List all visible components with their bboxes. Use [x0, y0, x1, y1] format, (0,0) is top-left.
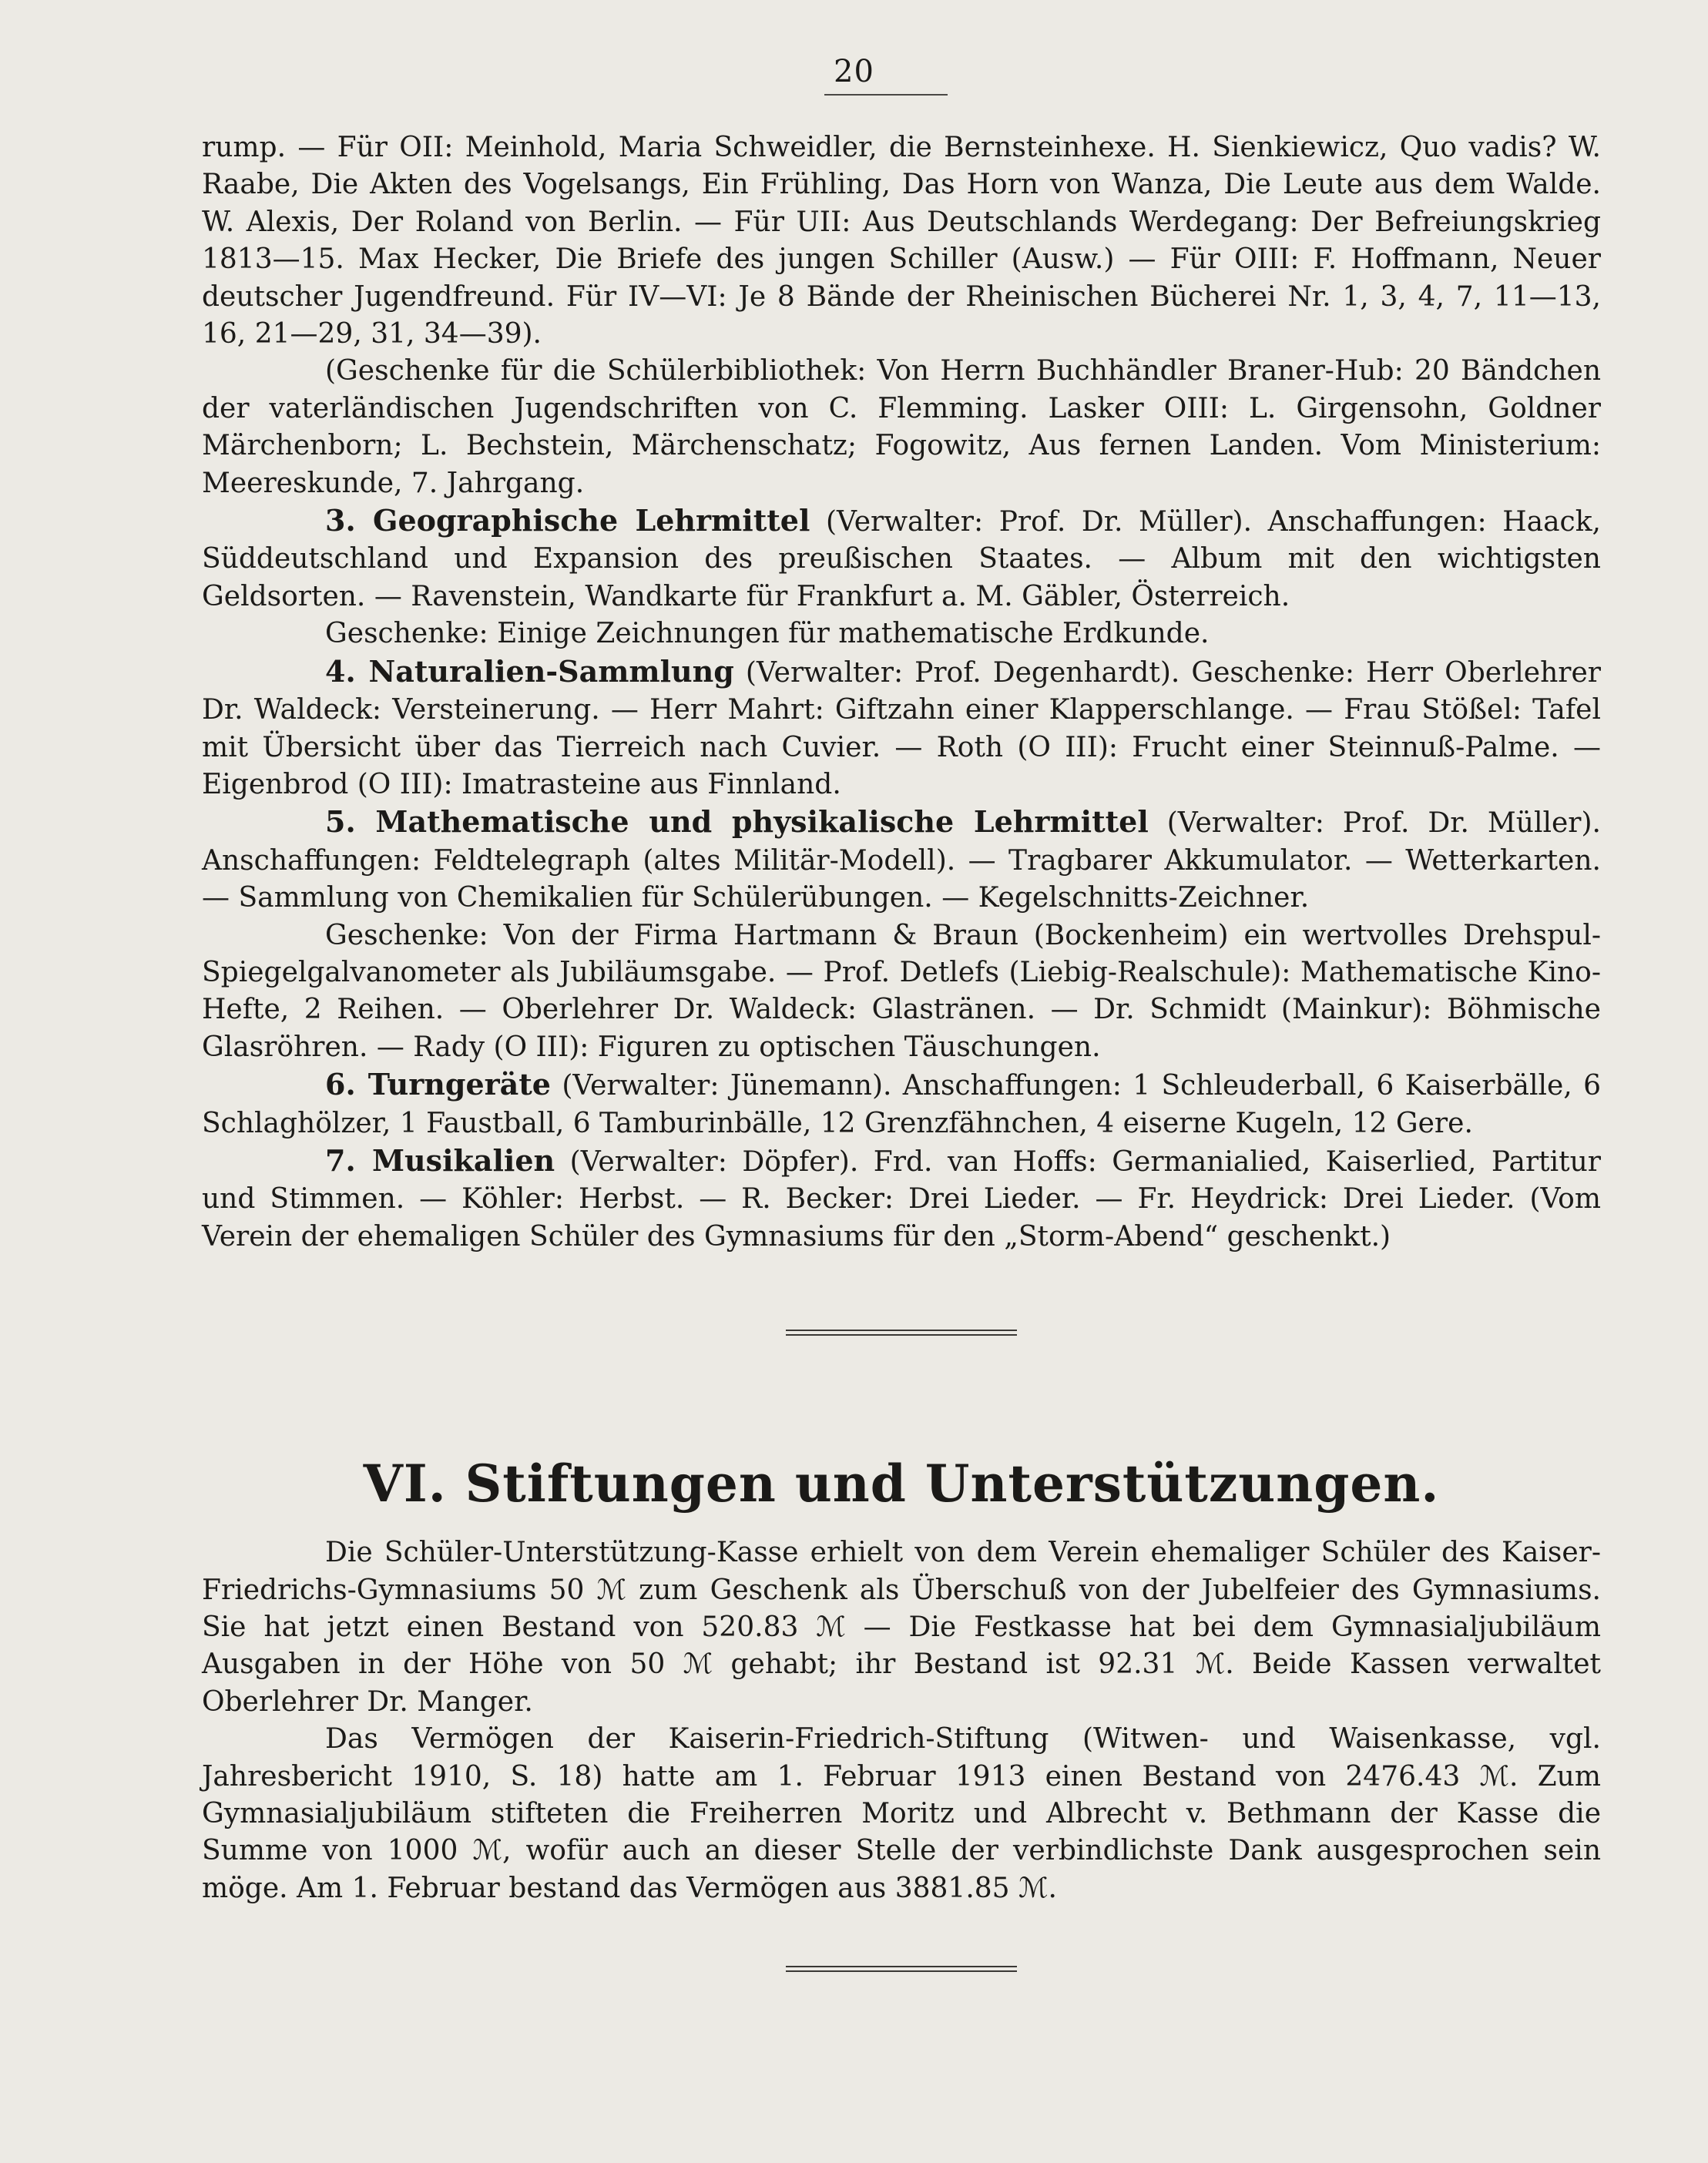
section-heading: 4. Naturalien-Sammlung: [325, 653, 734, 689]
section-heading: 3. Geographische Lehrmittel: [325, 503, 810, 538]
section-geography: [202, 502, 1601, 615]
page-content: [202, 129, 1601, 1974]
section-music: [202, 1142, 1601, 1256]
section-text: (Verwalter: Jünemann). Anschaffungen: 1 Schleuderball, 6 Kaiserbälle, 6 Schlaghölzer, 1 Faustball, 6 Tamburinbälle, 12 Grenzfähnchen, 4 eiserne Kugeln, 12 Gere.: [202, 1070, 1601, 1139]
chapter-paragraph: Die Schüler-Unterstützung-Kasse erhielt von dem Verein ehemaliger Schüler des Kaiser-Friedrichs-Gymnasiums 50 ℳ zum Geschenk als Überschuß von der Jubelfeier des Gymnasiums. Sie hat jetzt einen Bestand von 520.83 ℳ — Die Festkasse hat bei dem Gymnasialjubiläum Ausgaben in der Höhe von 50 ℳ gehabt; ihr Bestand ist 92.31 ℳ. Beide Kassen verwaltet Oberlehrer Dr. Manger.: [202, 1537, 1601, 1718]
section-gym-equipment: [202, 1066, 1601, 1142]
section-heading: 7. Musikalien: [325, 1142, 555, 1178]
chapter-title: VI. Stiftungen und Unterstützungen.: [363, 1454, 1440, 1514]
section-heading: 6. Turngeräte: [325, 1067, 551, 1102]
section-text: (Verwalter: Prof. Dr. Müller). Anschaffungen: Feldtelegraph (altes Militär-Modell). — Tragbarer Akkumulator. — Wetterkarten. — Sammlung von Chemikalien für Schülerübungen. — Kegelschnitts-Zeichner.: [202, 807, 1601, 914]
section-divider: [786, 1330, 1017, 1337]
page-number-rule: [824, 94, 948, 96]
section-text: (Verwalter: Döpfer). Frd. van Hoffs: Germanialied, Kaiserlied, Partitur und Stimmen. — Köhler: Herbst. — R. Becker: Drei Lieder. — Fr. Heydrick: Drei Lieder. (Vom Verein der ehemaligen Schüler des Gymnasiums für den „Storm-Abend“ geschenkt.): [202, 1145, 1601, 1253]
section-math-physics: [202, 803, 1601, 917]
library-gifts-paragraph: (Geschenke für die Schülerbibliothek: Von Herrn Buchhändler Braner-Hub: 20 Bändchen der vaterländischen Jugendschriften von C. Flemming. Lasker OIII: L. Girgensohn, Goldner Märchenborn; L. Bechstein, Märchenschatz; Fogowitz, Aus fernen Landen. Vom Ministerium: Meereskunde, 7. Jahrgang.: [202, 355, 1601, 499]
section-paragraph: Geschenke: Von der Firma Hartmann & Braun (Bockenheim) ein wertvolles Drehspul-Spiegelgalvanometer als Jubiläumsgabe. — Prof. Detlefs (Liebig-Realschule): Mathematische Kino-Hefte, 2 Reihen. — Oberlehrer Dr. Waldeck: Glastränen. — Dr. Schmidt (Mainkur): Böhmische Glasröhren. — Rady (O III): Figuren zu optischen Täuschungen.: [202, 919, 1601, 1063]
section-text: (Verwalter: Prof. Dr. Müller). Anschaffungen: Haack, Süddeutschland und Expansion des preußischen Staates. — Album mit den wichtigsten Geldsorten. — Ravenstein, Wandkarte für Frankfurt a. M. Gäbler, Österreich.: [202, 506, 1601, 612]
section-text: (Verwalter: Prof. Degenhardt). Geschenke: Herr Oberlehrer Dr. Waldeck: Versteinerung. — Herr Mahrt: Giftzahn einer Klapperschlange. — Frau Stößel: Tafel mit Übersicht über das Tierreich nach Cuvier. — Roth (O III): Frucht einer Steinnuß-Palme. — Eigenbrod (O III): Imatrasteine aus Finnland.: [202, 656, 1601, 800]
section-heading: 5. Mathematische und physikalische Lehrmittel: [325, 804, 1149, 840]
page-number: 20: [834, 54, 874, 89]
chapter-paragraph: Das Vermögen der Kaiserin-Friedrich-Stiftung (Witwen- und Waisenkasse, vgl. Jahresbericht 1910, S. 18) hatte am 1. Februar 1913 einen Bestand von 2476.43 ℳ. Zum Gymnasialjubiläum stifteten die Freiherren Moritz und Albrecht v. Bethmann der Kasse die Summe von 1000 ℳ, wofür auch an dieser Stelle der verbindlichste Dank ausgesprochen sein möge. Am 1. Februar bestand das Vermögen aus 3881.85 ℳ.: [202, 1723, 1601, 1904]
section-paragraph: Geschenke: Einige Zeichnungen für mathematische Erdkunde.: [325, 618, 1210, 650]
library-paragraph: rump. — Für OII: Meinhold, Maria Schweidler, die Bernsteinhexe. H. Sienkiewicz, Quo vadis? W. Raabe, Die Akten des Vogelsangs, Ein Frühling, Das Horn von Wanza, Die Leute aus dem Walde. W. Alexis, Der Roland von Berlin. — Für UII: Aus Deutschlands Werdegang: Der Befreiungskrieg 1813—15. Max Hecker, Die Briefe des jungen Schiller (Ausw.) — Für OIII: F. Hoffmann, Neuer deutscher Jugendfreund. Für IV—VI: Je 8 Bände der Rheinischen Bücherei Nr. 1, 3, 4, 7, 11—13, 16, 21—29, 31, 34—39).: [202, 132, 1601, 350]
end-divider: [786, 1966, 1017, 1974]
section-natural-collection: [202, 653, 1601, 804]
